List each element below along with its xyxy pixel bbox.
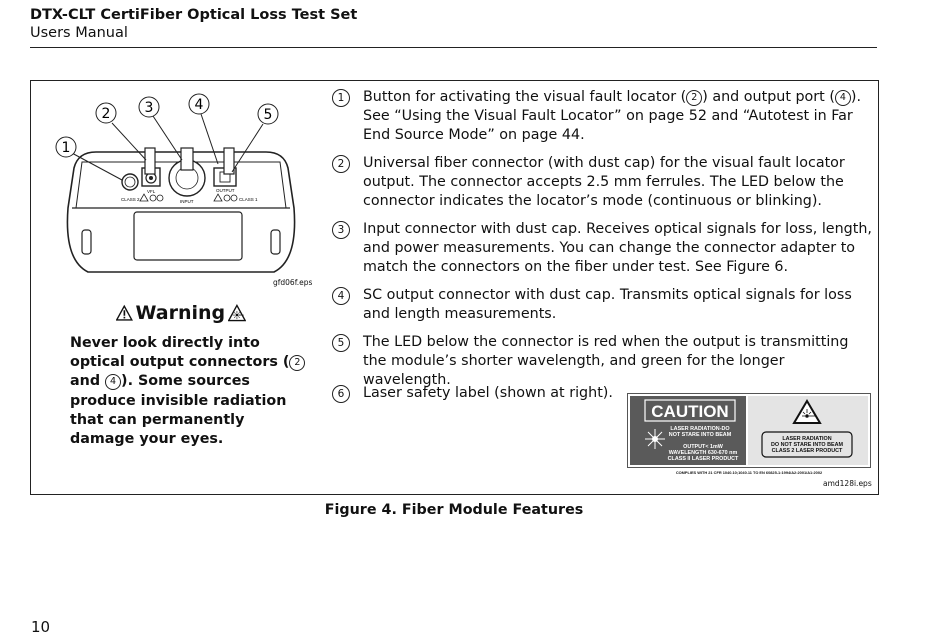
label-right-line3: CLASS 2 LASER PRODUCT bbox=[771, 448, 843, 454]
item-number: 1 bbox=[332, 89, 350, 107]
header-rule bbox=[30, 47, 877, 48]
label-left-line4: WAVELENGTH 630-670 nm bbox=[668, 450, 738, 456]
item-text: Button for activating the visual fault locator ( 2 ) and output port ( 4 ). See “Using the Visual Fault Locator” on page 52 and “Autotest in Far End Source Mode” on page 44. bbox=[363, 89, 862, 143]
feature-item-5 bbox=[332, 333, 872, 390]
ref-circle-2: 2 bbox=[686, 90, 702, 106]
manual-title: DTX-CLT CertiFiber Optical Loss Test Set bbox=[30, 7, 358, 23]
label-left-line3: OUTPUT< 1mW bbox=[683, 444, 723, 450]
vfl-button bbox=[122, 174, 138, 190]
item-text: Universal fiber connector (with dust cap) for the visual fault locator output. The connector accepts 2.5 mm ferrules. The LED below the connector indicates the locator’s mode (continuous or blinking). bbox=[363, 155, 845, 209]
label-class1: CLASS 1 bbox=[239, 197, 258, 202]
item-text: SC output connector with dust cap. Transmits optical signals for loss and length measurements. bbox=[363, 287, 852, 322]
label-input: INPUT bbox=[180, 199, 194, 204]
ref-circle-2: 2 bbox=[289, 355, 305, 371]
input-dust-cap bbox=[181, 148, 193, 170]
callout-4: 4 bbox=[194, 97, 204, 113]
callout-2: 2 bbox=[101, 106, 111, 122]
callout-1: 1 bbox=[61, 140, 71, 156]
label-vfl: VFL bbox=[147, 189, 156, 194]
feature-item-3 bbox=[332, 220, 872, 277]
feature-item-6 bbox=[332, 384, 622, 403]
ref-circle-4: 4 bbox=[105, 374, 121, 390]
warning-text: Never look directly into optical output connectors ( 2 and 4 ). Some sources produce invisible radiation that can permanently damage your eyes. bbox=[70, 334, 306, 449]
label-left-line2: NOT STARE INTO BEAM bbox=[668, 432, 732, 438]
label-left-line1: LASER RADIATION-DO bbox=[670, 426, 730, 432]
item-number: 5 bbox=[332, 334, 350, 352]
item-text: Input connector with dust cap. Receives optical signals for loss, length, and power measurements. You can change the connector adapter to match the connectors on the fiber under test. See Figure 6. bbox=[363, 221, 872, 275]
item-number: 3 bbox=[332, 221, 350, 239]
starburst-icon bbox=[645, 429, 665, 449]
laser-hazard-icon bbox=[228, 301, 246, 325]
vfl-dust-cap bbox=[145, 148, 155, 174]
item-number: 6 bbox=[332, 385, 350, 403]
feature-item-2 bbox=[332, 154, 872, 211]
page-number: 10 bbox=[31, 618, 51, 636]
label-output: OUTPUT bbox=[216, 188, 235, 193]
callout-5: 5 bbox=[263, 107, 273, 123]
item-number: 4 bbox=[332, 287, 350, 305]
manual-subtitle: Users Manual bbox=[30, 25, 128, 41]
warning-heading bbox=[116, 299, 246, 327]
feature-item-4 bbox=[332, 286, 872, 324]
feature-item-1 bbox=[332, 88, 872, 145]
label-source: amd128i.eps bbox=[823, 479, 872, 488]
label-compliance: COMPLIES WITH 21 CFR 1040.10;1040.11 TO EN 60825-1:1994/A2:2001/A1:2002 bbox=[675, 470, 823, 475]
callout-3: 3 bbox=[144, 100, 154, 116]
label-right-line2: DO NOT STARE INTO BEAM bbox=[771, 442, 843, 448]
item-text: Laser safety label (shown at right). bbox=[363, 385, 613, 401]
laser-safety-label bbox=[627, 393, 871, 479]
diagram-source: gfd06f.eps bbox=[273, 278, 313, 287]
warning-triangle-icon bbox=[116, 302, 133, 324]
warning-word: Warning bbox=[135, 301, 226, 324]
output-dust-cap bbox=[224, 148, 234, 174]
label-class2: CLASS 2 bbox=[121, 197, 140, 202]
ref-circle-4: 4 bbox=[835, 90, 851, 106]
figure-caption: Figure 4. Fiber Module Features bbox=[324, 502, 584, 518]
item-number: 2 bbox=[332, 155, 350, 173]
caution-word: CAUTION bbox=[651, 402, 729, 421]
label-left-line5: CLASS II LASER PRODUCT bbox=[667, 456, 739, 462]
fiber-module-diagram bbox=[48, 90, 313, 280]
label-right-line1: LASER RADIATION bbox=[782, 436, 832, 442]
item-text: The LED below the connector is red when the output is transmitting the module’s shorter wavelength, and green for the longer wavelength. bbox=[363, 334, 849, 388]
